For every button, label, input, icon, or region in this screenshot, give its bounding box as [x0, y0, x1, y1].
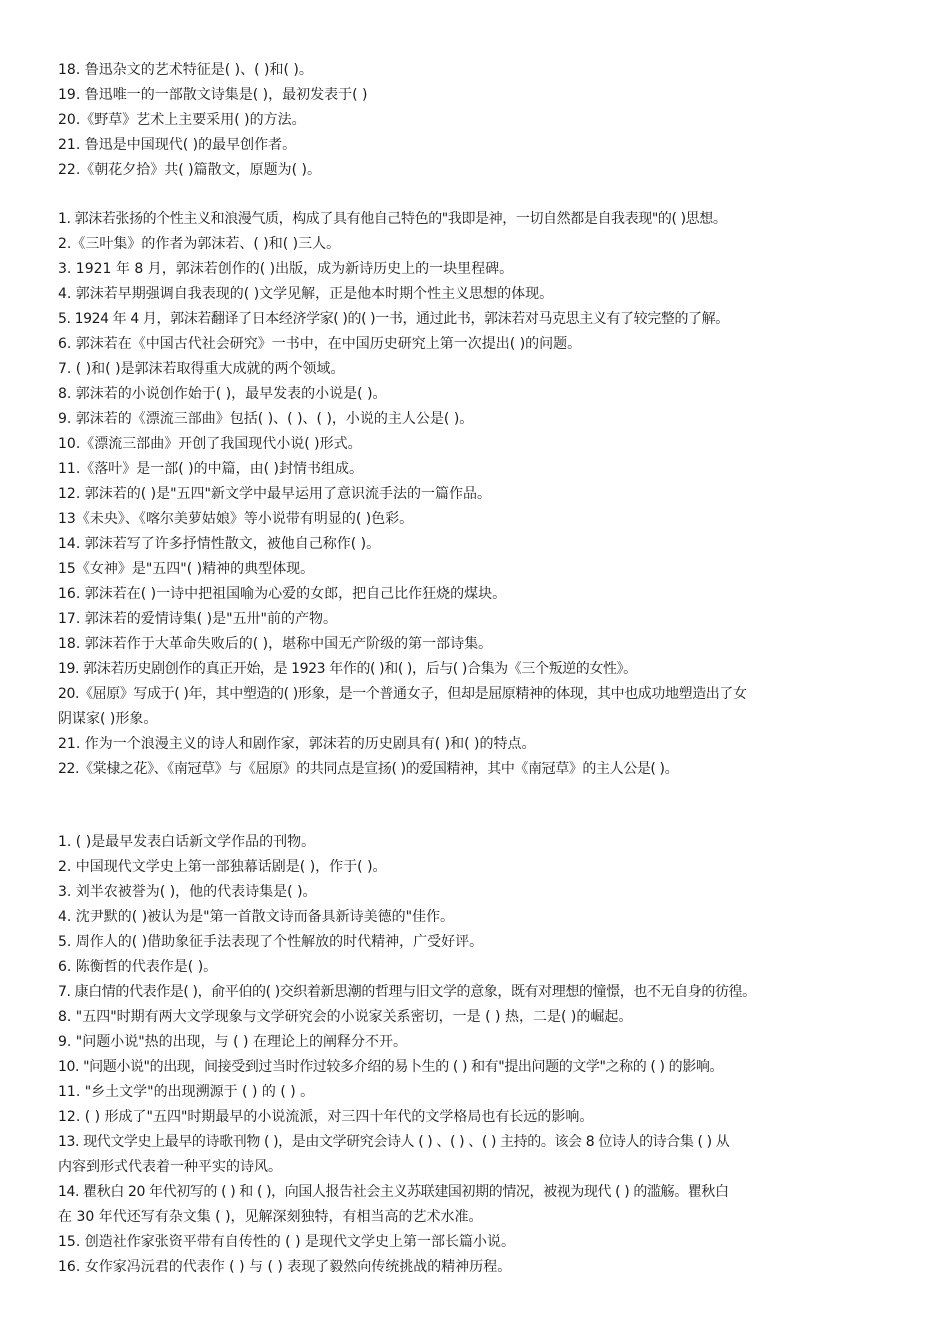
question-line: 19. 鲁迅唯一的一部散文诗集是( )，最初发表于( )	[58, 87, 368, 103]
question-line: 9. 郭沫若的《漂流三部曲》包括( )、( )、( )，小说的主人公是( )。	[58, 411, 474, 427]
question-line: 20.《野草》艺术上主要采用( )的方法。	[58, 112, 306, 128]
question-line: 11.《落叶》是一部( )的中篇，由( )封情书组成。	[58, 461, 364, 477]
question-line: 4. 沈尹默的( )被认为是"第一首散文诗而备具新诗美德的"佳作。	[58, 909, 455, 925]
question-line: 9. "问题小说"热的出现，与 ( ) 在理论上的阐释分不开。	[58, 1034, 407, 1050]
question-line: 6. 郭沫若在《中国古代社会研究》一书中，在中国历史研究上第一次提出( )的问题。	[58, 336, 582, 352]
question-line: 19. 郭沫若历史剧创作的真正开始，是 1923 年作的( )和( )，后与( )合集为《三个叛逆的女性》。	[58, 661, 637, 677]
question-line-continuation: 阴谋家( )形象。	[58, 711, 158, 727]
question-line: 3. 刘半农被誉为( )，他的代表诗集是( )。	[58, 884, 317, 900]
question-line: 17. 郭沫若的爱情诗集( )是"五卅"前的产物。	[58, 611, 337, 627]
question-line: 1. ( )是最早发表白话新文学作品的刊物。	[58, 834, 316, 850]
question-line: 21. 作为一个浪漫主义的诗人和剧作家，郭沫若的历史剧具有( )和( )的特点。	[58, 736, 536, 752]
question-line: 1. 郭沫若张扬的个性主义和浪漫气质，构成了具有他自己特色的"我即是神，一切自然都是自我表现"的( )思想。	[58, 211, 727, 227]
question-line: 21. 鲁迅是中国现代( )的最早创作者。	[58, 137, 297, 153]
question-line: 8. 郭沫若的小说创作始于( )，最早发表的小说是( )。	[58, 386, 387, 402]
question-line: 14. 瞿秋白 20 年代初写的 ( ) 和 ( )，向国人报告社会主义苏联建国初期的情况，被视为现代 ( ) 的滥觞。瞿秋白	[58, 1184, 729, 1200]
question-line: 18. 鲁迅杂文的艺术特征是( )、( )和( )。	[58, 62, 313, 78]
question-line: 15. 创造社作家张资平带有自传性的 ( ) 是现代文学史上第一部长篇小说。	[58, 1234, 515, 1250]
question-line: 3. 1921 年 8 月，郭沫若创作的( )出版，成为新诗历史上的一块里程碑。	[58, 261, 514, 277]
question-line: 14. 郭沫若写了许多抒情性散文，被他自己称作( )。	[58, 536, 381, 552]
question-line: 22.《棠棣之花》、《南冠草》与《屈原》的共同点是宣扬( )的爱国精神，其中《南冠草》的主人公是( )。	[58, 761, 679, 777]
question-line: 20.《屈原》写成于( )年，其中塑造的( )形象，是一个普通女子，但却是屈原精神的体现，其中也成功地塑造出了女	[58, 686, 747, 702]
question-line: 13《未央》、《喀尔美萝姑娘》等小说带有明显的( )色彩。	[58, 511, 414, 527]
question-line: 2.《三叶集》的作者为郭沫若、( )和( )三人。	[58, 236, 341, 252]
lu-xun-questions-section	[58, 58, 904, 183]
question-line: 7. ( )和( )是郭沫若取得重大成就的两个领域。	[58, 361, 345, 377]
question-line: 22.《朝花夕拾》共( )篇散文，原题为( )。	[58, 162, 322, 178]
question-line: 11. "乡土文学"的出现溯源于 ( ) 的 ( ) 。	[58, 1084, 315, 1100]
question-line: 18. 郭沫若作于大革命失败后的( )，堪称中国无产阶级的第一部诗集。	[58, 636, 493, 652]
question-line: 5. 周作人的( )借助象征手法表现了个性解放的时代精神，广受好评。	[58, 934, 484, 950]
question-line-continuation: 在 30 年代还写有杂文集 ( )，见解深刻独特，有相当高的艺术水准。	[58, 1209, 483, 1225]
early-new-literature-questions-section	[58, 830, 904, 1280]
question-line: 8. "五四"时期有两大文学现象与文学研究会的小说家关系密切，一是 ( ) 热，二是( )的崛起。	[58, 1009, 633, 1025]
question-line: 7. 康白情的代表作是( )，俞平伯的( )交织着新思潮的哲理与旧文学的意象，既有对理想的憧憬，也不无自身的彷徨。	[58, 984, 756, 1000]
question-line: 2. 中国现代文学史上第一部独幕话剧是( )，作于( )。	[58, 859, 387, 875]
question-line: 13. 现代文学史上最早的诗歌刊物 ( )，是由文学研究会诗人 ( ) 、( ) 、( ) 主持的。该会 8 位诗人的诗合集 ( ) 从	[58, 1134, 730, 1150]
question-line: 16. 郭沫若在( )一诗中把祖国喻为心爱的女郎，把自己比作狂烧的煤块。	[58, 586, 507, 602]
question-line: 5. 1924 年 4 月，郭沫若翻译了日本经济学家( )的( )一书，通过此书，郭沫若对马克思主义有了较完整的了解。	[58, 311, 729, 327]
guo-moruo-questions-section	[58, 207, 904, 782]
question-line: 10. "问题小说"的出现，间接受到过当时作过较多介绍的易卜生的 ( ) 和有"提出问题的文学"之称的 ( ) 的影响。	[58, 1059, 724, 1075]
question-line: 15《女神》是"五四"( )精神的典型体现。	[58, 561, 315, 577]
question-line: 12. ( ) 形成了"五四"时期最早的小说流派，对三四十年代的文学格局也有长远的影响。	[58, 1109, 594, 1125]
question-line: 4. 郭沫若早期强调自我表现的( )文学见解，正是他本时期个性主义思想的体现。	[58, 286, 554, 302]
question-line: 6. 陈衡哲的代表作是( )。	[58, 959, 218, 975]
question-line: 10.《漂流三部曲》开创了我国现代小说( )形式。	[58, 436, 362, 452]
question-line-continuation: 内容到形式代表着一种平实的诗风。	[58, 1159, 282, 1175]
question-line: 16. 女作家冯沅君的代表作 ( ) 与 ( ) 表现了毅然向传统挑战的精神历程。	[58, 1259, 512, 1275]
question-line: 12. 郭沫若的( )是"五四"新文学中最早运用了意识流手法的一篇作品。	[58, 486, 491, 502]
